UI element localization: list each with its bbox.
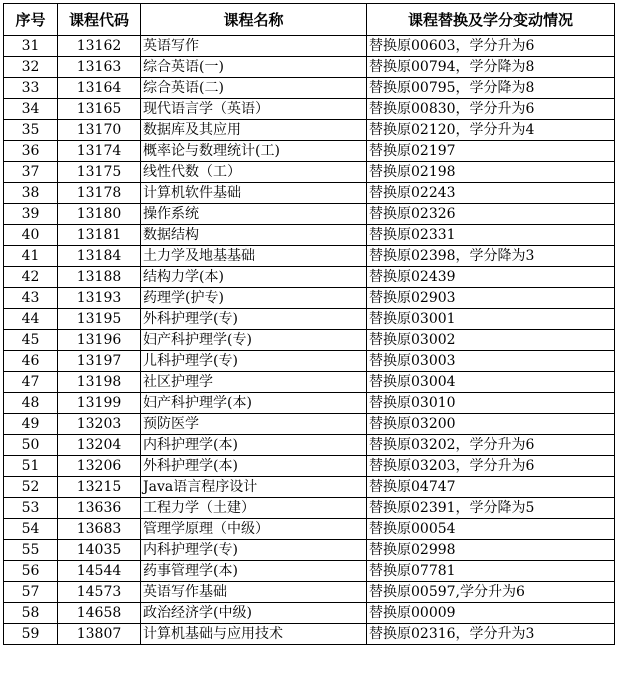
cell-seq: 45	[4, 330, 58, 351]
cell-seq: 50	[4, 435, 58, 456]
cell-code: 13197	[58, 351, 141, 372]
cell-seq: 41	[4, 246, 58, 267]
cell-note: 替换原02243	[367, 183, 615, 204]
cell-name: 综合英语(二)	[141, 78, 367, 99]
cell-code: 14573	[58, 582, 141, 603]
table-row	[4, 78, 615, 99]
cell-code: 13636	[58, 498, 141, 519]
cell-seq: 58	[4, 603, 58, 624]
header-seq: 序号	[4, 4, 58, 36]
cell-note: 替换原07781	[367, 561, 615, 582]
cell-code: 13162	[58, 36, 141, 57]
cell-name: 土力学及地基基础	[141, 246, 367, 267]
cell-note: 替换原03002	[367, 330, 615, 351]
cell-code: 13204	[58, 435, 141, 456]
cell-note: 替换原02903	[367, 288, 615, 309]
cell-seq: 35	[4, 120, 58, 141]
cell-seq: 49	[4, 414, 58, 435]
table-row	[4, 351, 615, 372]
cell-seq: 55	[4, 540, 58, 561]
cell-note: 替换原00603，学分升为6	[367, 36, 615, 57]
cell-name: 药理学(护专)	[141, 288, 367, 309]
table-row	[4, 582, 615, 603]
cell-note: 替换原02326	[367, 204, 615, 225]
cell-seq: 36	[4, 141, 58, 162]
cell-name: 概率论与数理统计(工)	[141, 141, 367, 162]
cell-note: 替换原02998	[367, 540, 615, 561]
cell-seq: 40	[4, 225, 58, 246]
table-row	[4, 414, 615, 435]
cell-code: 13188	[58, 267, 141, 288]
cell-note: 替换原03203，学分升为6	[367, 456, 615, 477]
table-row	[4, 519, 615, 540]
cell-note: 替换原03200	[367, 414, 615, 435]
cell-seq: 56	[4, 561, 58, 582]
cell-name: 结构力学(本)	[141, 267, 367, 288]
cell-note: 替换原03003	[367, 351, 615, 372]
cell-note: 替换原00009	[367, 603, 615, 624]
cell-seq: 37	[4, 162, 58, 183]
cell-seq: 31	[4, 36, 58, 57]
cell-seq: 46	[4, 351, 58, 372]
cell-note: 替换原02198	[367, 162, 615, 183]
table-row	[4, 540, 615, 561]
cell-seq: 57	[4, 582, 58, 603]
cell-seq: 51	[4, 456, 58, 477]
course-replacement-table	[3, 3, 615, 645]
cell-code: 13170	[58, 120, 141, 141]
cell-note: 替换原02391，学分降为5	[367, 498, 615, 519]
cell-note: 替换原00597,学分升为6	[367, 582, 615, 603]
cell-name: 线性代数（工）	[141, 162, 367, 183]
cell-code: 13163	[58, 57, 141, 78]
cell-note: 替换原02120，学分升为4	[367, 120, 615, 141]
table-body	[4, 36, 615, 645]
table-row	[4, 435, 615, 456]
cell-name: 政治经济学(中级)	[141, 603, 367, 624]
header-code: 课程代码	[58, 4, 141, 36]
table-row	[4, 393, 615, 414]
table-row	[4, 57, 615, 78]
cell-name: 数据库及其应用	[141, 120, 367, 141]
cell-code: 13164	[58, 78, 141, 99]
table-row	[4, 120, 615, 141]
cell-name: 英语写作基础	[141, 582, 367, 603]
cell-name: 综合英语(一)	[141, 57, 367, 78]
cell-code: 13215	[58, 477, 141, 498]
cell-name: 妇产科护理学(专)	[141, 330, 367, 351]
cell-name: 英语写作	[141, 36, 367, 57]
table-row	[4, 288, 615, 309]
table-row	[4, 183, 615, 204]
cell-seq: 42	[4, 267, 58, 288]
cell-name: 儿科护理学(专)	[141, 351, 367, 372]
table-row	[4, 204, 615, 225]
cell-code: 13807	[58, 624, 141, 645]
cell-note: 替换原03001	[367, 309, 615, 330]
cell-name: 操作系统	[141, 204, 367, 225]
cell-name: 妇产科护理学(本)	[141, 393, 367, 414]
cell-code: 13181	[58, 225, 141, 246]
cell-name: 社区护理学	[141, 372, 367, 393]
cell-seq: 38	[4, 183, 58, 204]
table-row	[4, 309, 615, 330]
cell-code: 13195	[58, 309, 141, 330]
cell-code: 13199	[58, 393, 141, 414]
cell-name: 现代语言学（英语）	[141, 99, 367, 120]
cell-seq: 33	[4, 78, 58, 99]
table-header-row	[4, 4, 615, 36]
cell-code: 13683	[58, 519, 141, 540]
cell-note: 替换原02398，学分降为3	[367, 246, 615, 267]
cell-name: 数据结构	[141, 225, 367, 246]
cell-seq: 43	[4, 288, 58, 309]
cell-seq: 32	[4, 57, 58, 78]
cell-name: 计算机软件基础	[141, 183, 367, 204]
cell-note: 替换原00795，学分降为8	[367, 78, 615, 99]
cell-code: 13175	[58, 162, 141, 183]
table-row	[4, 456, 615, 477]
cell-name: 内科护理学(本)	[141, 435, 367, 456]
table-row	[4, 162, 615, 183]
cell-name: 计算机基础与应用技术	[141, 624, 367, 645]
cell-code: 14658	[58, 603, 141, 624]
header-note: 课程替换及学分变动情况	[367, 4, 615, 36]
cell-code: 13165	[58, 99, 141, 120]
cell-seq: 34	[4, 99, 58, 120]
cell-code: 13178	[58, 183, 141, 204]
cell-name: Java语言程序设计	[141, 477, 367, 498]
cell-name: 预防医学	[141, 414, 367, 435]
cell-code: 13193	[58, 288, 141, 309]
cell-seq: 44	[4, 309, 58, 330]
table-row	[4, 225, 615, 246]
cell-name: 外科护理学(本)	[141, 456, 367, 477]
cell-note: 替换原03004	[367, 372, 615, 393]
cell-note: 替换原03010	[367, 393, 615, 414]
cell-seq: 53	[4, 498, 58, 519]
cell-code: 13206	[58, 456, 141, 477]
table-row	[4, 36, 615, 57]
cell-seq: 39	[4, 204, 58, 225]
cell-name: 工程力学（土建）	[141, 498, 367, 519]
table-row	[4, 267, 615, 288]
cell-code: 13196	[58, 330, 141, 351]
cell-name: 管理学原理（中级）	[141, 519, 367, 540]
table-row	[4, 603, 615, 624]
cell-code: 13174	[58, 141, 141, 162]
table-row	[4, 141, 615, 162]
cell-note: 替换原02331	[367, 225, 615, 246]
table-row	[4, 330, 615, 351]
table-row	[4, 561, 615, 582]
cell-note: 替换原02316，学分升为3	[367, 624, 615, 645]
cell-name: 药事管理学(本)	[141, 561, 367, 582]
cell-name: 内科护理学(专)	[141, 540, 367, 561]
table-row	[4, 99, 615, 120]
cell-seq: 54	[4, 519, 58, 540]
header-name: 课程名称	[141, 4, 367, 36]
table-row	[4, 498, 615, 519]
cell-seq: 52	[4, 477, 58, 498]
cell-note: 替换原00830，学分升为6	[367, 99, 615, 120]
cell-note: 替换原04747	[367, 477, 615, 498]
cell-code: 13198	[58, 372, 141, 393]
cell-note: 替换原03202，学分升为6	[367, 435, 615, 456]
cell-seq: 59	[4, 624, 58, 645]
cell-code: 14035	[58, 540, 141, 561]
cell-name: 外科护理学(专)	[141, 309, 367, 330]
table-row	[4, 246, 615, 267]
table-row	[4, 372, 615, 393]
table-row	[4, 624, 615, 645]
cell-code: 13184	[58, 246, 141, 267]
cell-note: 替换原00054	[367, 519, 615, 540]
cell-code: 13203	[58, 414, 141, 435]
cell-note: 替换原00794，学分降为8	[367, 57, 615, 78]
table-row	[4, 477, 615, 498]
cell-code: 14544	[58, 561, 141, 582]
cell-note: 替换原02439	[367, 267, 615, 288]
cell-note: 替换原02197	[367, 141, 615, 162]
cell-code: 13180	[58, 204, 141, 225]
cell-seq: 48	[4, 393, 58, 414]
cell-seq: 47	[4, 372, 58, 393]
